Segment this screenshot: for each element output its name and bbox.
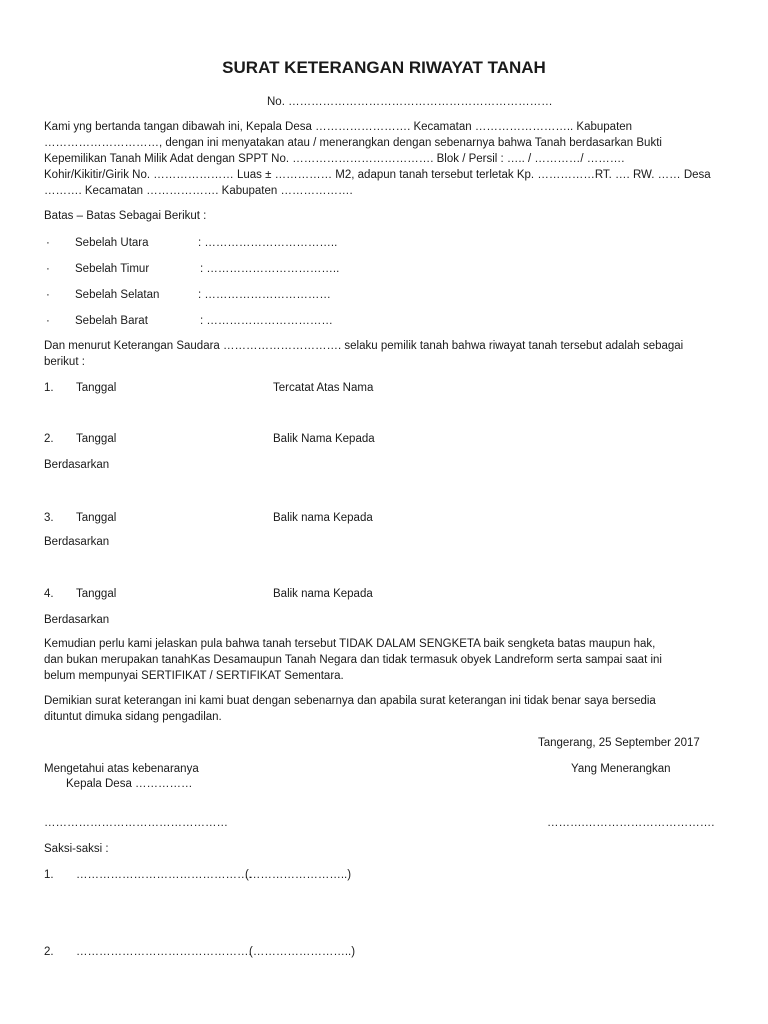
history-basis: Berdasarkan <box>44 614 110 626</box>
witness-name-line: ………………………………………. <box>76 869 252 881</box>
witness-sign-line: (……………………..) <box>245 869 352 881</box>
bullet: · <box>46 315 50 327</box>
border-label: Sebelah Barat <box>75 315 148 327</box>
right-signature-heading: Yang Menerangkan <box>571 763 671 775</box>
history-intro-line: Dan menurut Keterangan Saudara …………………………. selaku pemilik tanah bahwa riwayat tanah tersebut adalah sebagai <box>44 340 684 352</box>
history-right-label: Balik nama Kepada <box>273 512 373 524</box>
left-signature-line: ………………………………………… <box>44 817 228 829</box>
letter-number: No. …………………………………………………………… <box>267 96 553 108</box>
history-right-label: Tercatat Atas Nama <box>273 382 374 394</box>
border-value: : …………………………….. <box>200 263 340 275</box>
bullet: · <box>46 263 50 275</box>
explanation-line: belum mempunyai SERTIFIKAT / SERTIFIKAT Sementara. <box>44 670 344 682</box>
border-value: : …………………………….. <box>198 237 338 249</box>
witness-heading: Saksi-saksi : <box>44 843 109 855</box>
bullet: · <box>46 237 50 249</box>
border-value: : …………………………… <box>198 289 331 301</box>
history-right-label: Balik Nama Kepada <box>273 433 375 445</box>
intro-line: Kohir/Kikitir/Girik No. ………………… Luas ± …………… M2, adapun tanah tersebut terletak Kp. ……………RT. …. RW. …… Desa <box>44 169 711 181</box>
page-title: SURAT KETERANGAN RIWAYAT TANAH <box>222 58 546 77</box>
right-signature-line: ……….……………………………. <box>547 817 715 829</box>
history-number: 3. <box>44 512 54 524</box>
history-date-label: Tanggal <box>76 588 117 600</box>
intro-line: Kami yng bertanda tangan dibawah ini, Kepala Desa ……………………. Kecamatan …………………….. Kabupaten <box>44 121 633 133</box>
history-intro-line: berikut : <box>44 356 85 368</box>
history-date-label: Tanggal <box>76 433 117 445</box>
intro-line: ………. Kecamatan ………………. Kabupaten ………………. <box>44 185 353 197</box>
intro-line: Kepemilikan Tanah Milik Adat dengan SPPT No. ………………………………. Blok / Persil : ….. / …………/ ………. <box>44 153 625 165</box>
intro-line: …………………………, dengan ini menyatakan atau / menerangkan dengan sebenarnya bahwa Tanah berdasarkan Bukti <box>44 137 662 149</box>
borders-heading: Batas – Batas Sebagai Berikut : <box>44 210 207 222</box>
border-label: Sebelah Timur <box>75 263 150 275</box>
history-basis: Berdasarkan <box>44 459 110 471</box>
witness-name-line: ………………………………………. <box>76 946 252 958</box>
history-number: 1. <box>44 382 54 394</box>
border-label: Sebelah Utara <box>75 237 149 249</box>
witness-number: 2. <box>44 946 54 958</box>
closing-line: dituntut dimuka sidang pengadilan. <box>44 711 222 723</box>
witness-sign-line: (……………………..) <box>249 946 356 958</box>
witness-number: 1. <box>44 869 54 881</box>
border-label: Sebelah Selatan <box>75 289 160 301</box>
history-basis: Berdasarkan <box>44 536 110 548</box>
explanation-line: dan bukan merupakan tanahKas Desamaupun Tanah Negara dan tidak termasuk obyek Landreform serta sampai saat ini <box>44 654 662 666</box>
history-date-label: Tanggal <box>76 382 117 394</box>
border-value: : …………………………… <box>200 315 333 327</box>
left-signature-title: Kepala Desa …………… <box>66 778 193 790</box>
place-date: Tangerang, 25 September 2017 <box>538 737 700 749</box>
history-number: 2. <box>44 433 54 445</box>
history-date-label: Tanggal <box>76 512 117 524</box>
history-right-label: Balik nama Kepada <box>273 588 373 600</box>
explanation-line: Kemudian perlu kami jelaskan pula bahwa tanah tersebut TIDAK DALAM SENGKETA baik sengketa batas maupun hak, <box>44 638 656 650</box>
history-number: 4. <box>44 588 54 600</box>
bullet: · <box>46 289 50 301</box>
closing-line: Demikian surat keterangan ini kami buat dengan sebenarnya dan apabila surat keterangan ini tidak benar saya bersedia <box>44 695 656 707</box>
left-signature-heading: Mengetahui atas kebenaranya <box>44 763 199 775</box>
